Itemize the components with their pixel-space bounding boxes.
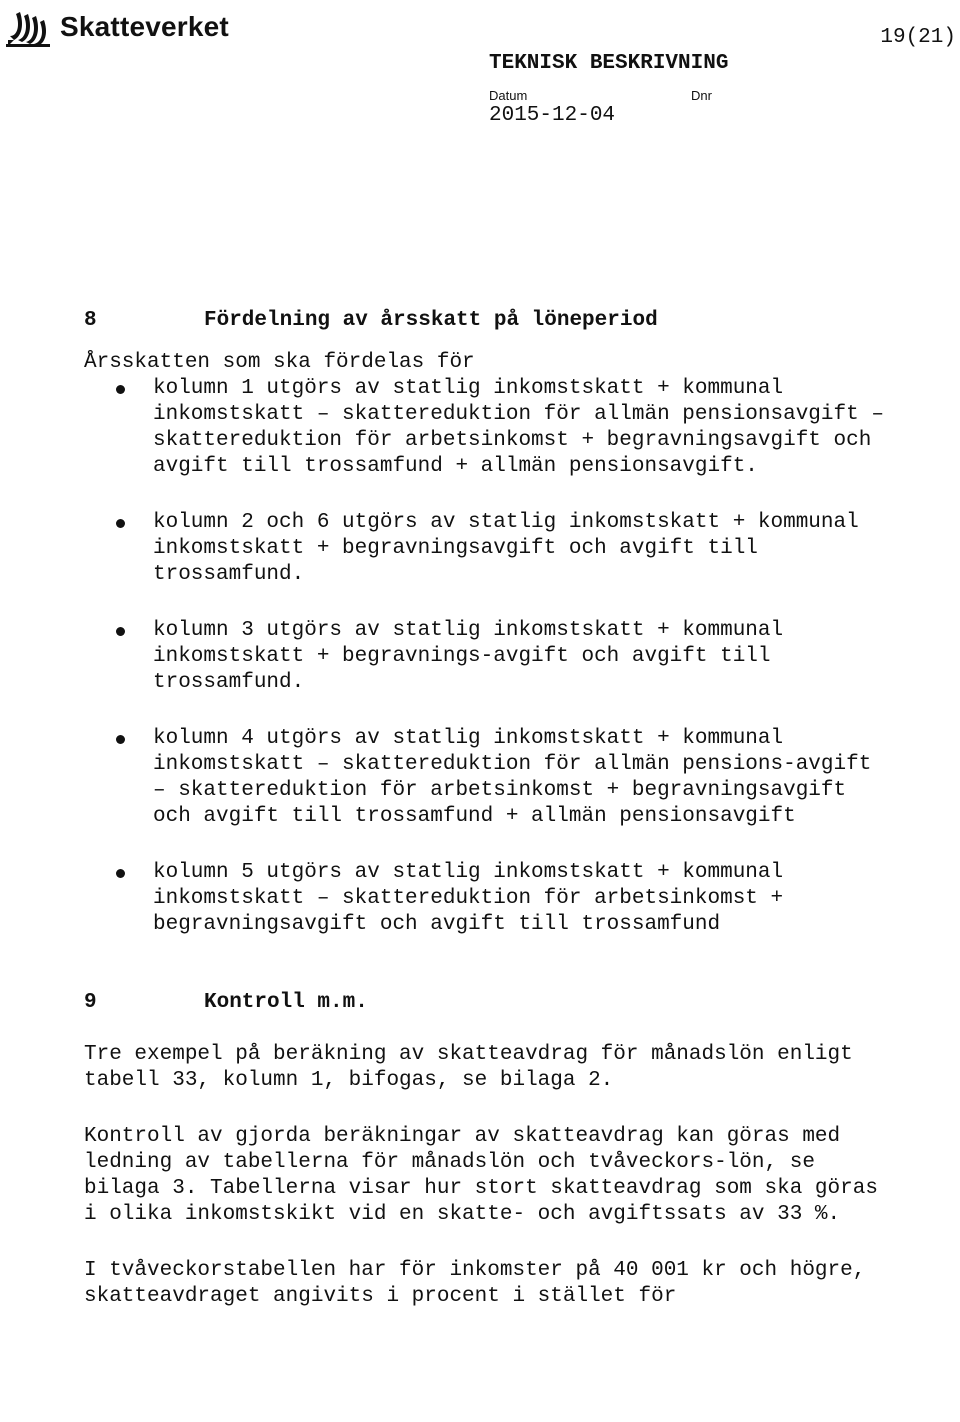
- logo-wordmark: Skatteverket: [60, 11, 229, 42]
- section-8-intro: Årsskatten som ska fördelas för: [84, 351, 475, 374]
- section-number: 8: [84, 309, 97, 332]
- dnr-label: Dnr: [691, 88, 712, 103]
- column-list: [84, 376, 884, 938]
- crown-emblem-icon: [4, 6, 52, 48]
- list-item: kolumn 4 utgörs av statlig inkomstskatt + kommunal inkomstskatt – skattereduktion för allmän pensions-avgift – skattereduktion för arbetsinkomst + begravningsavgift och avgift till trossamfund + allmän pensionsavgift: [84, 726, 884, 830]
- section-title: Kontroll m.m.: [204, 991, 368, 1014]
- document-body: [84, 308, 884, 1310]
- document-date: 2015-12-04: [489, 104, 616, 127]
- skatteverket-logo: [4, 4, 229, 50]
- section-title: Fördelning av årsskatt på löneperiod: [204, 309, 658, 332]
- list-item: kolumn 3 utgörs av statlig inkomstskatt + kommunal inkomstskatt + begravnings-avgift och avgift till trossamfund.: [84, 618, 884, 696]
- date-label: Datum: [489, 88, 528, 103]
- paragraph: Tre exempel på beräkning av skatteavdrag för månadslön enligt tabell 33, kolumn 1, bifogas, se bilaga 2.: [84, 1043, 853, 1092]
- list-item: kolumn 5 utgörs av statlig inkomstskatt + kommunal inkomstskatt – skattereduktion för arbetsinkomst + begravningsavgift och avgift till trossamfund: [84, 860, 884, 938]
- list-item: kolumn 2 och 6 utgörs av statlig inkomstskatt + kommunal inkomstskatt + begravningsavgift och avgift till trossamfund.: [84, 510, 884, 588]
- page-number: 19(21): [880, 26, 956, 49]
- section-number: 9: [84, 991, 97, 1014]
- paragraph: I tvåveckorstabellen har för inkomster på 40 001 kr och högre, skatteavdraget angivits i procent i stället för: [84, 1259, 866, 1308]
- section-8-heading: [84, 308, 884, 334]
- document-type: TEKNISK BESKRIVNING: [489, 52, 729, 75]
- list-item: kolumn 1 utgörs av statlig inkomstskatt + kommunal inkomstskatt – skattereduktion för allmän pensionsavgift – skattereduktion för arbetsinkomst + begravningsavgift och avgift till trossamfund + allmän pensionsavgift.: [84, 376, 884, 480]
- paragraph: Kontroll av gjorda beräkningar av skatteavdrag kan göras med ledning av tabellerna för månadslön och tvåveckors-lön, se bilaga 3. Tabellerna visar hur stort skatteavdrag som ska göras i olika inkomstskikt vid en skatte- och avgiftssats av 33 %.: [84, 1125, 878, 1226]
- section-9-heading: [84, 990, 884, 1016]
